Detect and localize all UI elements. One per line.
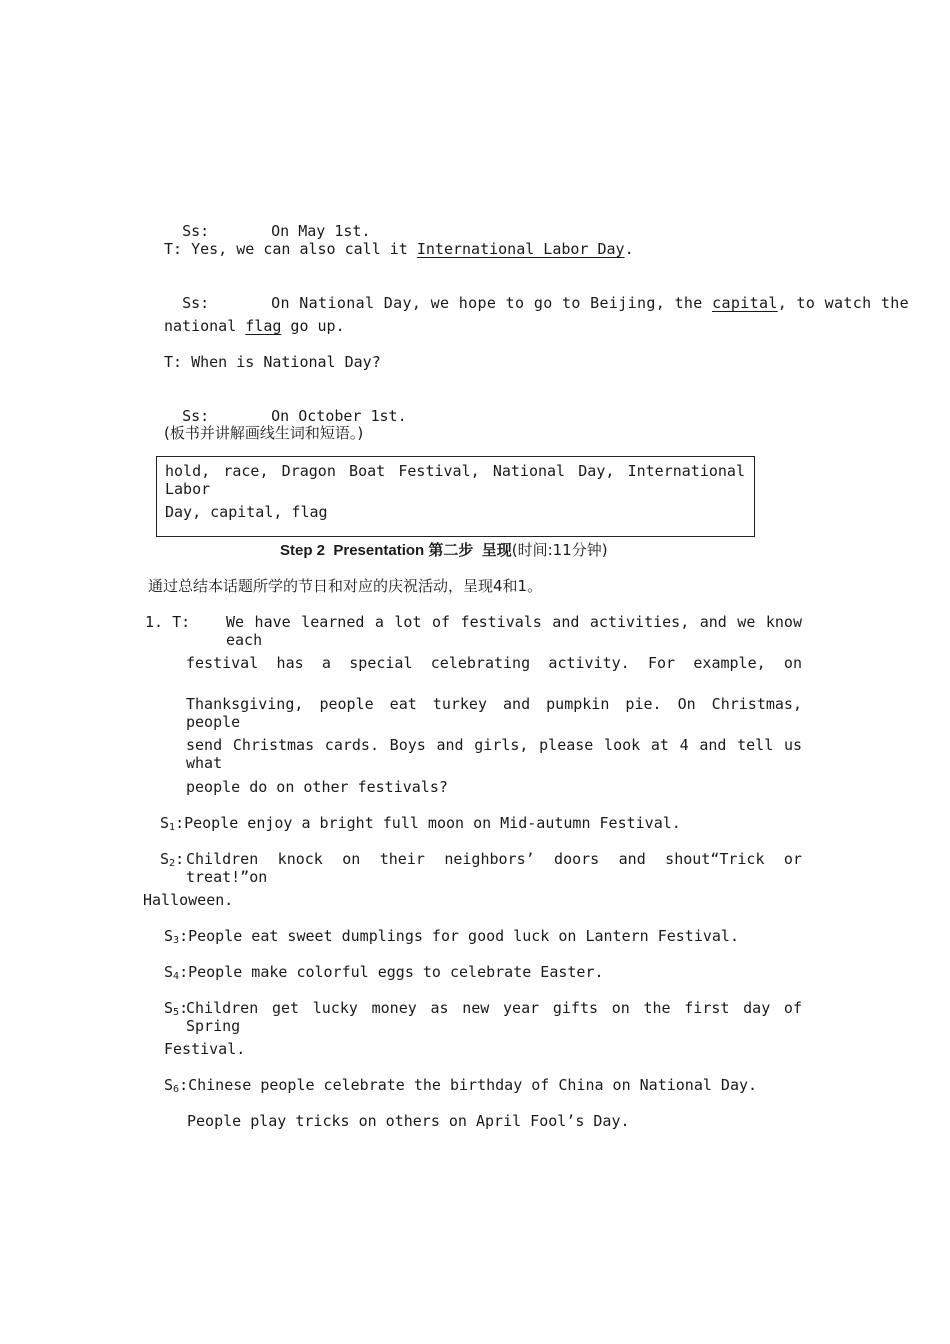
paragraph-line: We have learned a lot of festivals and activities, and we know each bbox=[226, 613, 802, 649]
dialogue-line: T: Yes, we can also call it International Labor Day. bbox=[164, 240, 634, 258]
paragraph-line: festival has a special celebrating activity. For example, on bbox=[186, 654, 802, 672]
student-response: Festival. bbox=[164, 1040, 246, 1058]
step-intro: 通过总结本话题所学的节日和对应的庆祝活动，呈现4和1。 bbox=[148, 577, 543, 595]
board-note: (板书并讲解画线生词和短语。) bbox=[164, 424, 364, 442]
student-response: Children get lucky money as new year gifts on the first day of Spring bbox=[186, 999, 802, 1035]
student-response: $S_6:Chinese$ people celebrate the birthday of China on National Day. bbox=[164, 1076, 758, 1095]
paragraph-line: Thanksgiving, people eat turkey and pumpkin pie. On Christmas, people bbox=[186, 695, 802, 731]
vocab-line: hold, race, Dragon Boat Festival, National Day, International Labor bbox=[165, 462, 745, 498]
dialogue-line: T: When is National Day? bbox=[164, 353, 381, 371]
vocab-underline: flag bbox=[245, 317, 282, 335]
item-number: 1. T: bbox=[145, 613, 191, 631]
vocab-underline: capital bbox=[712, 294, 778, 312]
vocab-line: Day, capital, flag bbox=[165, 503, 328, 521]
student-response: People play tricks on others on April Fool’s Day. bbox=[187, 1112, 630, 1130]
student-label: $S_2$: bbox=[160, 850, 185, 869]
student-label: $S_5$: bbox=[164, 999, 189, 1018]
student-response: Children knock on their neighbors’ doors and shout“Trick or treat!”on bbox=[186, 850, 802, 886]
dialogue-line: Ss: On October 1st. bbox=[182, 407, 407, 425]
vocab-underline: International Labor Day bbox=[416, 240, 625, 258]
student-response: $S_4:People$ make colorful eggs to celebrate Easter. bbox=[164, 963, 604, 982]
student-response: $S_3:People$ eat sweet dumplings for good luck on Lantern Festival. bbox=[164, 927, 739, 946]
dialogue-line: Ss: On National Day, we hope to go to Beijing, the capital, to watch the bbox=[182, 294, 910, 312]
paragraph-line: send Christmas cards. Boys and girls, please look at 4 and tell us what bbox=[186, 736, 802, 772]
student-response: Halloween. bbox=[143, 891, 234, 909]
student-response: $S_1:People$ enjoy a bright full moon on Mid-autumn Festival. bbox=[160, 814, 681, 833]
dialogue-line: Ss: On May 1st. bbox=[182, 222, 371, 240]
step-heading: Step 2 Presentation 第二步 呈现(时间:11分钟) bbox=[280, 541, 608, 559]
dialogue-line: national flag go up. bbox=[164, 317, 345, 335]
paragraph-line: people do on other festivals? bbox=[186, 778, 448, 796]
